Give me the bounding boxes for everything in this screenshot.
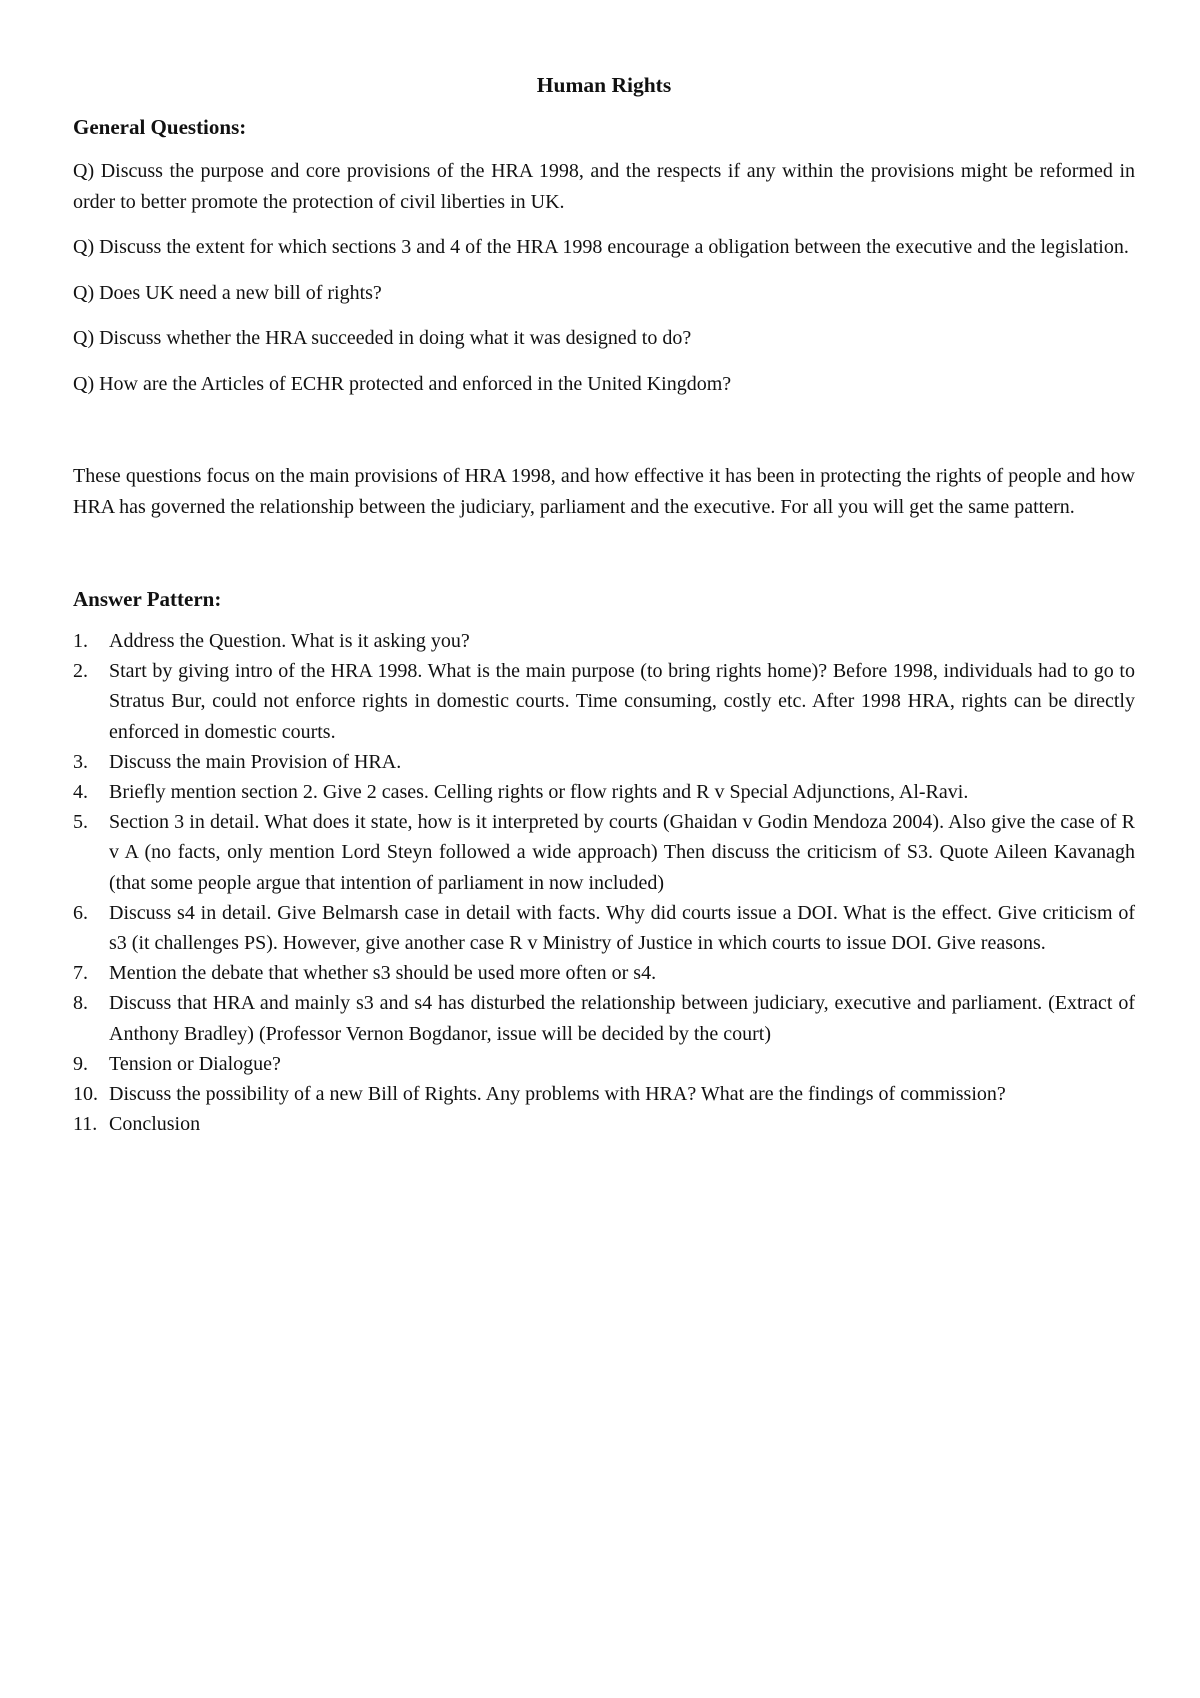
question-1: Q) Discuss the purpose and core provisions of the HRA 1998, and the respects if any within the provisions might be reformed in order to better promote the protection of civil liberties in UK. (73, 160, 1135, 213)
list-item-number: 8. (73, 992, 88, 1015)
list-item (73, 1079, 1135, 1109)
list-item-number: 1. (73, 630, 88, 652)
list-item-text: Discuss the possibility of a new Bill of Rights. Any problems with HRA? What are the findings of commission? (109, 1083, 1006, 1106)
list-item-number: 9. (73, 1052, 88, 1075)
document-page (73, 70, 1135, 1139)
list-item-text: Section 3 in detail. What does it state, how is it interpreted by courts (Ghaidan v Godin Mendoza 2004). Also give the case of R v A (no facts, only mention Lord Steyn followed a wide approach) Then discuss the criticism of S3. Quote Aileen Kavanagh (that some people argue that intention of parliament in now included) (109, 811, 1135, 894)
document-title: Human Rights (536, 73, 672, 97)
list-item-number: 4. (73, 781, 88, 804)
list-item-text: Start by giving intro of the HRA 1998. What is the main purpose (to bring rights home)? Before 1998, individuals had to go to Stratus Bur, could not enforce rights in domestic courts. Time consuming, costly etc. After 1998 HRA, rights can be directly enforced in domestic courts. (109, 660, 1135, 743)
answer-pattern-heading: Answer Pattern: (73, 587, 222, 611)
list-item-number: 7. (73, 962, 88, 985)
summary-paragraph: These questions focus on the main provisions of HRA 1998, and how effective it has been in protecting the rights of people and how HRA has governed the relationship between the judiciary, parliament and the executive. For all you will get the same pattern. (73, 465, 1135, 518)
general-questions-heading: General Questions: (73, 115, 247, 139)
list-item-text: Discuss that HRA and mainly s3 and s4 has disturbed the relationship between judiciary, executive and parliament. (Extract of Anthony Bradley) (Professor Vernon Bogdanor, issue will be decided by the court) (109, 992, 1135, 1045)
list-item-text: Briefly mention section 2. Give 2 cases. Celling rights or flow rights and R v Special Adjunctions, Al-Ravi. (109, 781, 969, 804)
list-item (73, 777, 1135, 807)
list-item (73, 1049, 1135, 1079)
list-item (73, 898, 1135, 958)
list-item-text: Tension or Dialogue? (109, 1052, 281, 1075)
list-item (73, 988, 1135, 1048)
question-3: Q) Does UK need a new bill of rights? (73, 281, 382, 304)
question-4: Q) Discuss whether the HRA succeeded in doing what it was designed to do? (73, 327, 692, 349)
list-item-text: Discuss the main Provision of HRA. (109, 750, 402, 773)
question-2: Q) Discuss the extent for which sections 3 and 4 of the HRA 1998 encourage a obligation between the executive and the legislation. (73, 236, 1129, 258)
list-item-number: 10. (73, 1083, 98, 1106)
answer-steps-list (73, 626, 1135, 1139)
list-item (73, 958, 1135, 988)
list-item (73, 747, 1135, 777)
question-5: Q) How are the Articles of ECHR protected and enforced in the United Kingdom? (73, 372, 732, 395)
list-item-number: 2. (73, 660, 88, 683)
list-item-number: 5. (73, 811, 88, 834)
list-item-text: Address the Question. What is it asking you? (109, 630, 470, 652)
list-item (73, 656, 1135, 747)
list-item (73, 807, 1135, 898)
list-item-text: Discuss s4 in detail. Give Belmarsh case in detail with facts. Why did courts issue a DOI. What is the effect. Give criticism of s3 (it challenges PS). However, give another case R v Ministry of Justice in which courts to issue DOI. Give reasons. (109, 901, 1135, 955)
list-item (73, 1109, 1135, 1139)
list-item-number: 3. (73, 750, 88, 773)
list-item-text: Conclusion (109, 1113, 201, 1136)
list-item (73, 626, 1135, 656)
list-item-number: 11. (73, 1113, 98, 1136)
list-item-number: 6. (73, 901, 88, 924)
list-item-text: Mention the debate that whether s3 should be used more often or s4. (109, 962, 657, 985)
